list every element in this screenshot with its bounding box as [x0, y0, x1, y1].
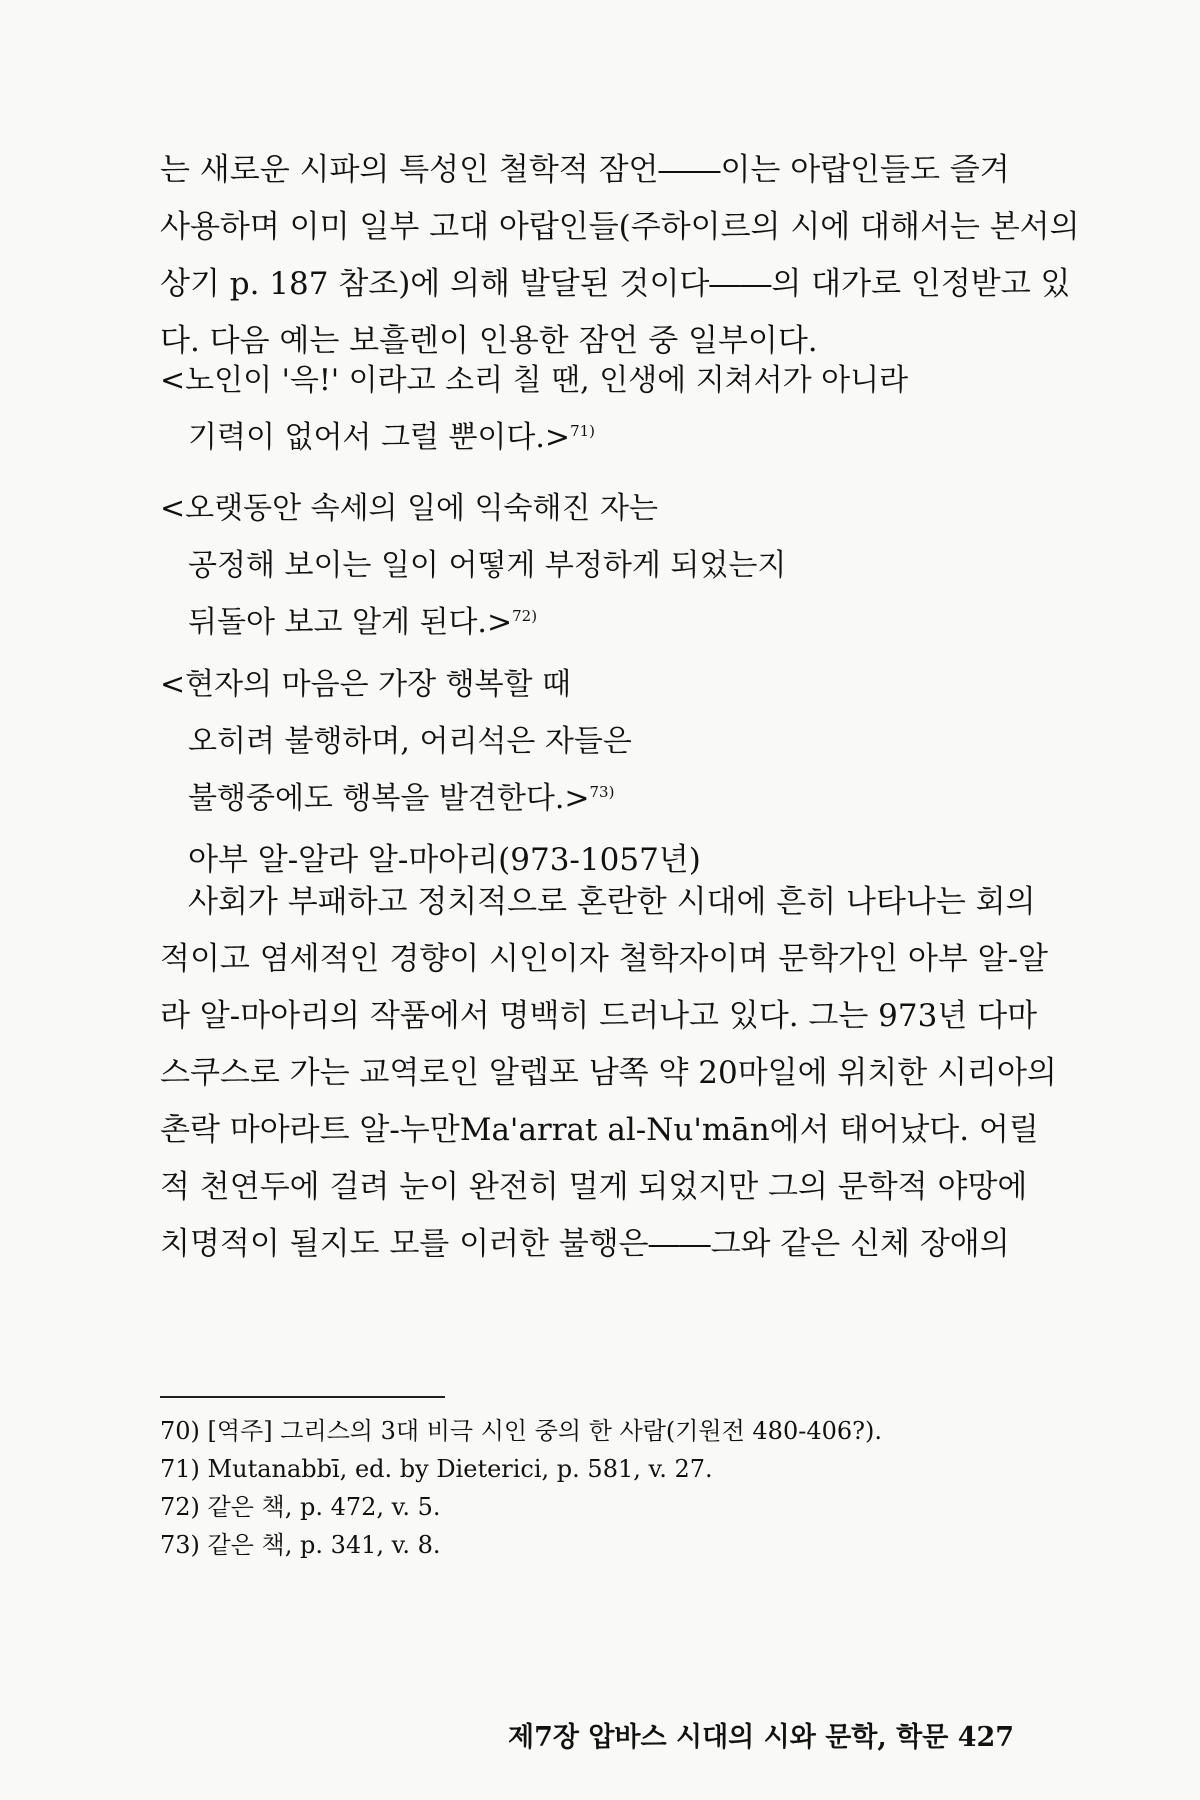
footnotes: [160, 1412, 1020, 1564]
body-line: 적 천연두에 걸려 눈이 완전히 멀게 되었지만 그의 문학적 야망에: [160, 1169, 1028, 1205]
footnote: 70) [역주] 그리스의 3대 비극 시인 중의 한 사람(기원전 480-406?).: [160, 1417, 883, 1445]
body-paragraph-top: [160, 142, 1080, 370]
body-line: 사회가 부패하고 정치적으로 혼란한 시대에 흔히 나타나는 회의: [188, 884, 1036, 920]
footnote-ref: 72): [512, 607, 538, 625]
quote-line: 뒤돌아 보고 알게 된다.>: [188, 605, 513, 640]
body-line: 는 새로운 시파의 특성인 철학적 잠언――이는 아랍인들도 즐겨: [160, 152, 1010, 188]
quote-line: <오랫동안 속세의 일에 익숙해진 자는: [160, 491, 658, 526]
quote-line: <현자의 마음은 가장 행복할 때: [160, 667, 572, 702]
footnote-separator: [160, 1396, 445, 1398]
body-line: 스쿠스로 가는 교역로인 알렙포 남쪽 약 20마일에 위치한 시리아의: [160, 1055, 1057, 1091]
footnote-ref: 73): [589, 783, 615, 801]
quote-line: 기력이 없어서 그럴 뿐이다.>: [188, 420, 571, 455]
body-line: 라 알-마아리의 작품에서 명백히 드러나고 있다. 그는 973년 다마: [160, 998, 1038, 1034]
body-line: 상기 p. 187 참조)에 의해 발달된 것이다――의 대가로 인정받고 있: [160, 266, 1071, 302]
quote-block-2: [160, 480, 960, 651]
section-heading: 아부 알-알라 알-마아리(973-1057년): [188, 842, 701, 878]
body-line: 적이고 염세적인 경향이 시인이자 철학자이며 문학가인 아부 알-알: [160, 941, 1048, 977]
quote-line: 오히려 불행하며, 어리석은 자들은: [188, 724, 632, 759]
running-footer: 제7장 압바스 시대의 시와 문학, 학문 427: [508, 1722, 1015, 1753]
quote-line: <노인이 '윽!' 이라고 소리 칠 땐, 인생에 지쳐서가 아니라: [160, 363, 909, 398]
quote-block-3: [160, 656, 960, 827]
quote-block-1: [160, 352, 960, 466]
body-line: 다. 다음 예는 보흘렌이 인용한 잠언 중 일부이다.: [160, 323, 818, 359]
footnote: 73) 같은 책, p. 341, v. 8.: [160, 1531, 441, 1559]
body-paragraph-section: [160, 874, 1057, 1273]
quote-line: 공정해 보이는 일이 어떻게 부정하게 되었는지: [188, 548, 787, 583]
body-line: 사용하며 이미 일부 고대 아랍인들(주하이르의 시에 대해서는 본서의: [160, 209, 1080, 245]
body-line: 촌락 마아라트 알-누만Ma'arrat al-Nu'mān에서 태어났다. 어릴: [160, 1112, 1039, 1148]
footnote: 71) Mutanabbī, ed. by Dieterici, p. 581, v. 27.: [160, 1455, 713, 1483]
quote-line: 불행중에도 행복을 발견한다.>: [188, 781, 590, 816]
body-line: 치명적이 될지도 모를 이러한 불행은――그와 같은 신체 장애의: [160, 1226, 1010, 1262]
footnote: 72) 같은 책, p. 472, v. 5.: [160, 1493, 441, 1521]
footnote-ref: 71): [570, 422, 596, 440]
